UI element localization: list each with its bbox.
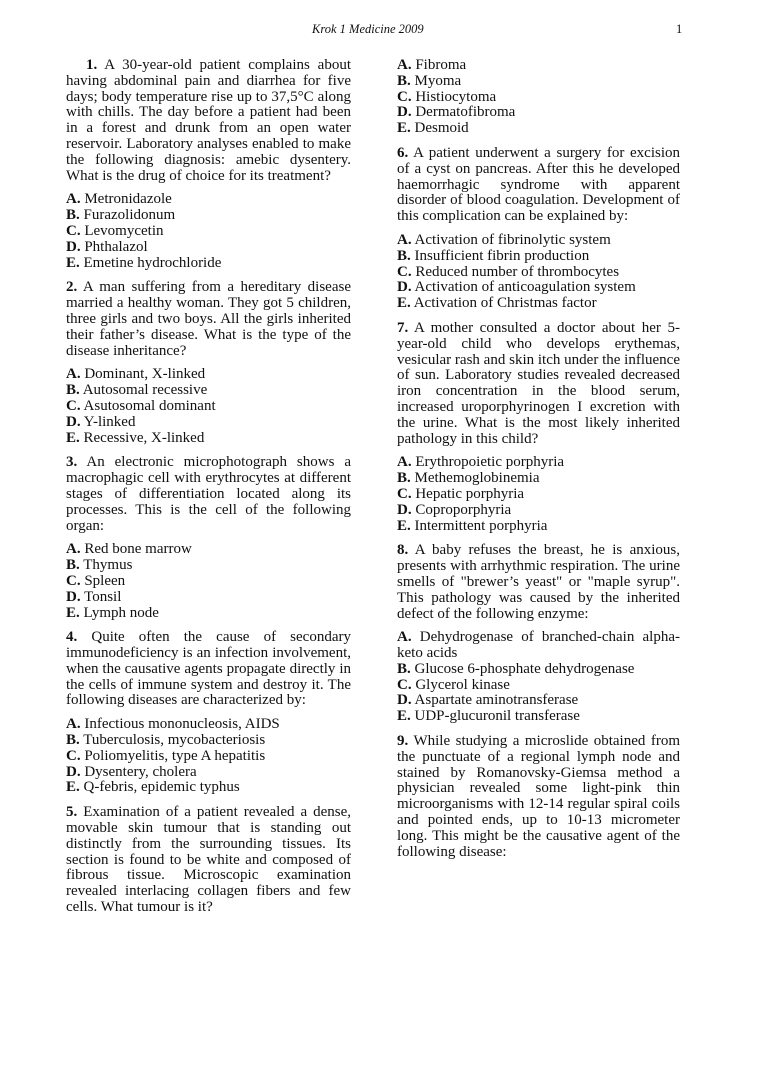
question-9: [397, 734, 680, 860]
question-text: Quite often the cause of secondary immunodeficiency is an infection involvement, when the causative agents propagate directly in the cells of immune system and destroy it. The following diseases are characterized by:: [66, 629, 351, 709]
question-number: 4.: [66, 629, 78, 646]
question-number: 9.: [397, 733, 409, 750]
option-c: C. Spleen: [66, 572, 126, 589]
question-4: [66, 630, 351, 709]
option-e: E. Lymph node: [66, 604, 159, 621]
question-5: [66, 805, 351, 916]
option-b: B. Thymus: [66, 557, 133, 574]
option-a: A. Dominant, X-linked: [66, 366, 206, 383]
question-text: A 30-year-old patient complains about having abdominal pain and diarrhea for five days; body temperature rise up to 37,5°C along with chills. The day before a patient had been in a forest and drunk from an open water reservoir. Laboratory analyses enabled to make the following diagnosis: amebic dysentery. What is the drug of choice for its treatment?: [66, 57, 351, 184]
options-1: [66, 192, 351, 271]
page-header: [0, 22, 768, 40]
question-number: 3.: [66, 454, 78, 471]
option-b: B. Autosomal recessive: [66, 382, 208, 399]
option-b: B. Insufficient fibrin production: [397, 247, 590, 264]
option-c: C. Histiocytoma: [397, 88, 497, 105]
option-a: A. Dehydrogenase of branched-chain alpha-keto acids: [397, 629, 680, 662]
question-text: A mother consulted a doctor about her 5-year-old child who develops erythemas, vesicular rash and skin itch under the influence of sun. Laboratory studies revealed decreased iron concentration in the blood serum, increased uroporphyrinogen I excretion with the urine. What is the most likely inherited pathology in this child?: [397, 319, 680, 447]
option-e: E. Intermittent porphyria: [397, 517, 548, 534]
option-c: C. Glycerol kinase: [397, 676, 510, 693]
option-a: A. Erythropoietic porphyria: [397, 454, 565, 471]
options-5: [397, 58, 680, 137]
option-c: C. Poliomyelitis, type A hepatitis: [66, 747, 266, 764]
option-a: A. Infectious mononucleosis, AIDS: [66, 716, 280, 733]
option-e: E. Q-febris, epidemic typhus: [66, 779, 240, 796]
options-4: [66, 717, 351, 796]
question-text: A patient underwent a surgery for excision of a cyst on pancreas. After this he developed haemorrhagic syndrome with apparent disorder of blood coagulation. Development of this complication can be explained by:: [397, 144, 680, 225]
question-number: 2.: [66, 279, 78, 296]
question-text: A man suffering from a hereditary disease married a healthy woman. They got 5 children, three girls and two boys. All the girls inherited their father’s disease. What is the type of the disease inheritance?: [66, 279, 351, 359]
option-e: E. Desmoid: [397, 120, 469, 137]
question-number: 8.: [397, 542, 409, 559]
option-d: D. Dermatofibroma: [397, 104, 516, 121]
question-6: [397, 146, 680, 225]
page-number: 1: [676, 22, 683, 36]
question-number: 6.: [397, 144, 409, 161]
option-e: E. Activation of Christmas factor: [397, 295, 597, 312]
options-6: [397, 233, 680, 312]
option-b: B. Tuberculosis, mycobacteriosis: [66, 732, 266, 749]
question-7: [397, 321, 680, 447]
question-number: 5.: [66, 804, 78, 821]
question-2: [66, 280, 351, 359]
option-e: E. UDP-glucuronil transferase: [397, 708, 580, 725]
running-title: Krok 1 Medicine 2009: [312, 22, 424, 36]
option-b: B. Myoma: [397, 72, 462, 89]
question-1: [66, 58, 351, 184]
question-number: 1.: [86, 57, 98, 73]
option-d: D. Phthalazol: [66, 238, 148, 255]
option-d: D. Aspartate aminotransferase: [397, 692, 579, 709]
option-c: C. Reduced number of thrombocytes: [397, 263, 620, 280]
options-7: [397, 455, 680, 534]
option-b: B. Methemoglobinemia: [397, 470, 540, 487]
option-b: B. Glucose 6-phosphate dehydrogenase: [397, 660, 635, 677]
option-e: E. Emetine hydrochloride: [66, 254, 222, 271]
option-c: C. Asutosomal dominant: [66, 397, 216, 414]
options-2: [66, 367, 351, 446]
option-c: C. Levomycetin: [66, 222, 164, 239]
option-d: D. Y-linked: [66, 413, 136, 430]
question-text: An electronic microphotograph shows a macrophagic cell with erythrocytes at different stages of differentiation located along its processes. This is the cell of the following organ:: [66, 454, 351, 534]
question-3: [66, 455, 351, 534]
option-b: B. Furazolidonum: [66, 207, 176, 224]
options-3: [66, 542, 351, 621]
option-a: A. Red bone marrow: [66, 541, 192, 558]
option-a: A. Fibroma: [397, 57, 467, 73]
question-text: A baby refuses the breast, he is anxious, presents with arrhythmic respiration. The urine smells of "brewer’s yeast" or "maple syrup". This pathology was caused by the inherited defect of the following enzyme:: [397, 542, 680, 622]
option-d: D. Coproporphyria: [397, 501, 512, 518]
question-number: 7.: [397, 319, 409, 336]
option-e: E. Recessive, X-linked: [66, 429, 205, 446]
option-d: D. Tonsil: [66, 588, 122, 605]
question-text: While studying a microslide obtained from the punctuate of a regional lymph node and stained by Romanovsky-Giemsa method a physician revealed some light-pink thin microorganisms with 12-14 regular spiral coils and pointed ends, up to 10-13 micrometer long. This might be the causative agent of the following disease:: [397, 733, 680, 860]
option-a: A. Activation of fibrinolytic system: [397, 231, 611, 248]
right-column: [397, 58, 680, 868]
option-d: D. Dysentery, cholera: [66, 763, 197, 780]
option-c: C. Hepatic porphyria: [397, 485, 525, 502]
option-a: A. Metronidazole: [66, 191, 172, 208]
option-d: D. Activation of anticoagulation system: [397, 279, 636, 296]
left-column: [66, 58, 351, 924]
options-8: [397, 630, 680, 725]
question-text: Examination of a patient revealed a dense, movable skin tumour that is standing out distinctly from the surrounding tissues. Its section is found to be white and composed of fibrous tissue. Microscopic examination revealed interlacing collagen fibers and few cells. What tumour is it?: [66, 804, 351, 916]
question-8: [397, 543, 680, 622]
